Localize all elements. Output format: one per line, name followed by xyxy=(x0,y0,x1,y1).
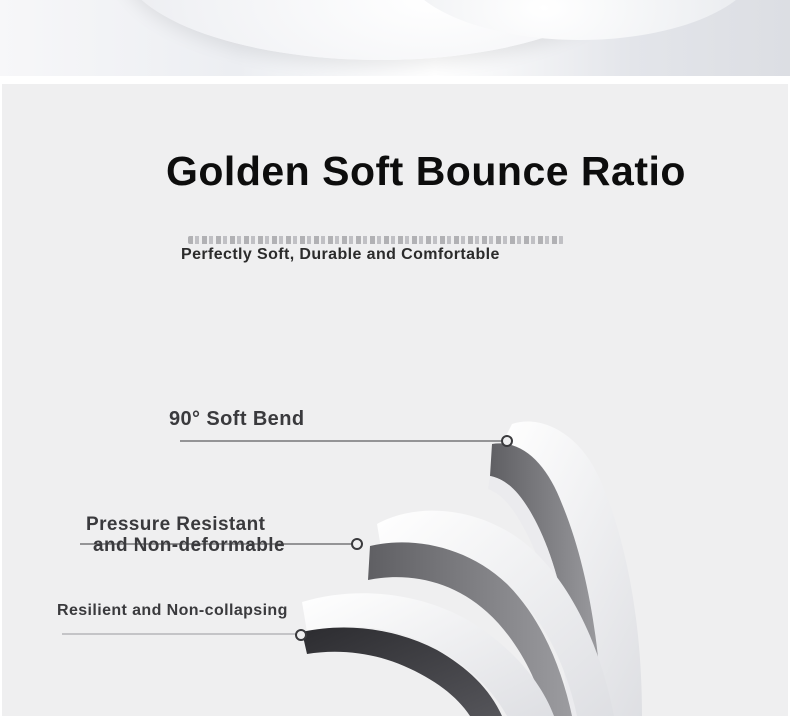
callout-pressure-line1: Pressure Resistant xyxy=(86,514,266,535)
callout-resilient: Resilient and Non-collapsing xyxy=(57,602,288,619)
section-divider xyxy=(0,76,790,84)
callout-marker-resilient xyxy=(296,630,306,640)
callout-pressure-resistant xyxy=(86,514,285,556)
callout-line-soft-bend xyxy=(180,436,512,446)
callout-marker-soft-bend xyxy=(502,436,512,446)
cushion-bend-illustration xyxy=(2,84,788,716)
callout-line-resilient xyxy=(62,630,306,640)
page-title: Golden Soft Bounce Ratio xyxy=(166,148,686,194)
callout-pressure-line2: and Non-deformable xyxy=(93,535,285,556)
top-product-photo-strip xyxy=(0,0,790,76)
page-subtitle: Perfectly Soft, Durable and Comfortable xyxy=(181,246,500,263)
bounce-ratio-panel xyxy=(2,84,788,716)
callout-marker-pressure xyxy=(352,539,362,549)
callout-soft-bend: 90° Soft Bend xyxy=(169,408,305,430)
